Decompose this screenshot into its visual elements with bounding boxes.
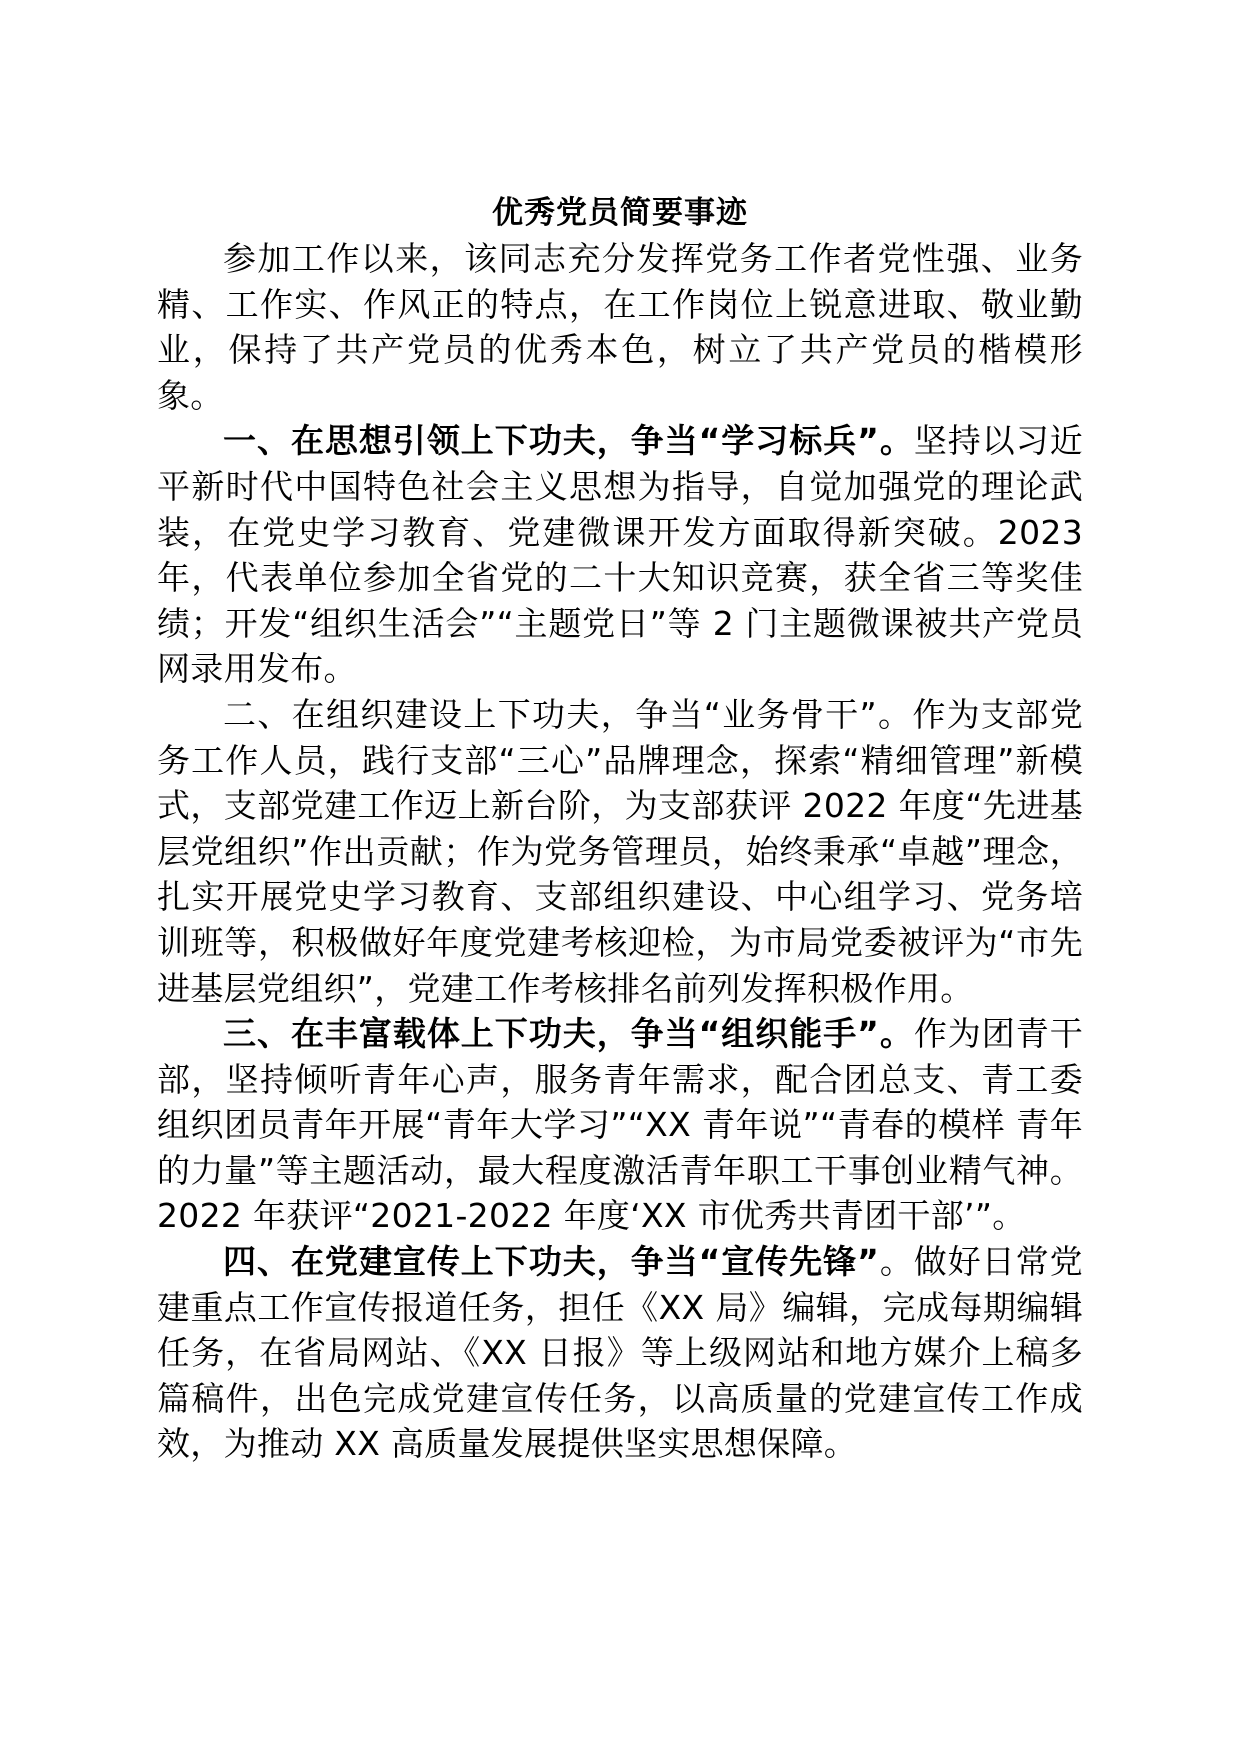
paragraph-section-2: [157, 692, 1083, 1011]
paragraph-section-1: [157, 418, 1083, 692]
section-1-heading: 一、在思想引领上下功夫，争当“学习标兵”。: [223, 421, 914, 461]
paragraph-section-4: [157, 1239, 1083, 1467]
section-3-text: 作为团青干部，坚持倾听青年心声，服务青年需求，配合团总支、青工委组织团员青年开展“青年大学习”“XX 青年说”“青春的模样 青年的力量”等主题活动，最大程度激活青年职工干事创业精气神。2022 年获评“2021-2022 年度‘XX 市优秀共青团干部’”。: [157, 1014, 1084, 1236]
section-4-text: 。做好日常党建重点工作宣传报道任务，担任《XX 局》编辑，完成每期编辑任务，在省局网站、《XX 日报》等上级网站和地方媒介上稿多篇稿件，出色完成党建宣传任务，以高质量的党建宣传工作成效，为推动 XX 高质量发展提供坚实思想保障。: [157, 1242, 1083, 1464]
document-title: 优秀党员简要事迹: [492, 195, 748, 231]
paragraph-section-3: [157, 1011, 1083, 1239]
document-page: [157, 190, 1083, 1467]
section-4-heading: 四、在党建宣传上下功夫，争当“宣传先锋”: [223, 1242, 880, 1282]
section-1-text: 坚持以习近平新时代中国特色社会主义思想为指导，自觉加强党的理论武装，在党史学习教育、党建微课开发方面取得新突破。2023年，代表单位参加全省党的二十大知识竞赛，获全省三等奖佳绩；开发“组织生活会”“主题党日”等 2 门主题微课被共产党员网录用发布。: [157, 421, 1084, 689]
paragraph-intro-text: 参加工作以来，该同志充分发挥党务工作者党性强、业务精、工作实、作风正的特点，在工作岗位上锐意进取、敬业勤业，保持了共产党员的优秀本色，树立了共产党员的楷模形象。: [157, 239, 1083, 415]
section-3-heading: 三、在丰富载体上下功夫，争当“组织能手”。: [223, 1014, 914, 1054]
paragraph-intro: [157, 236, 1083, 418]
section-2-text: 二、在组织建设上下功夫，争当“业务骨干”。作为支部党务工作人员，践行支部“三心”品牌理念，探索“精细管理”新模式，支部党建工作迈上新台阶，为支部获评 2022 年度“先进基层党组织”作出贡献；作为党务管理员，始终秉承“卓越”理念，扎实开展党史学习教育、支部组织建设、中心组学习、党务培训班等，积极做好年度党建考核迎检，为市局党委被评为“市先进基层党组织”，党建工作考核排名前列发挥积极作用。: [157, 694, 1083, 1008]
